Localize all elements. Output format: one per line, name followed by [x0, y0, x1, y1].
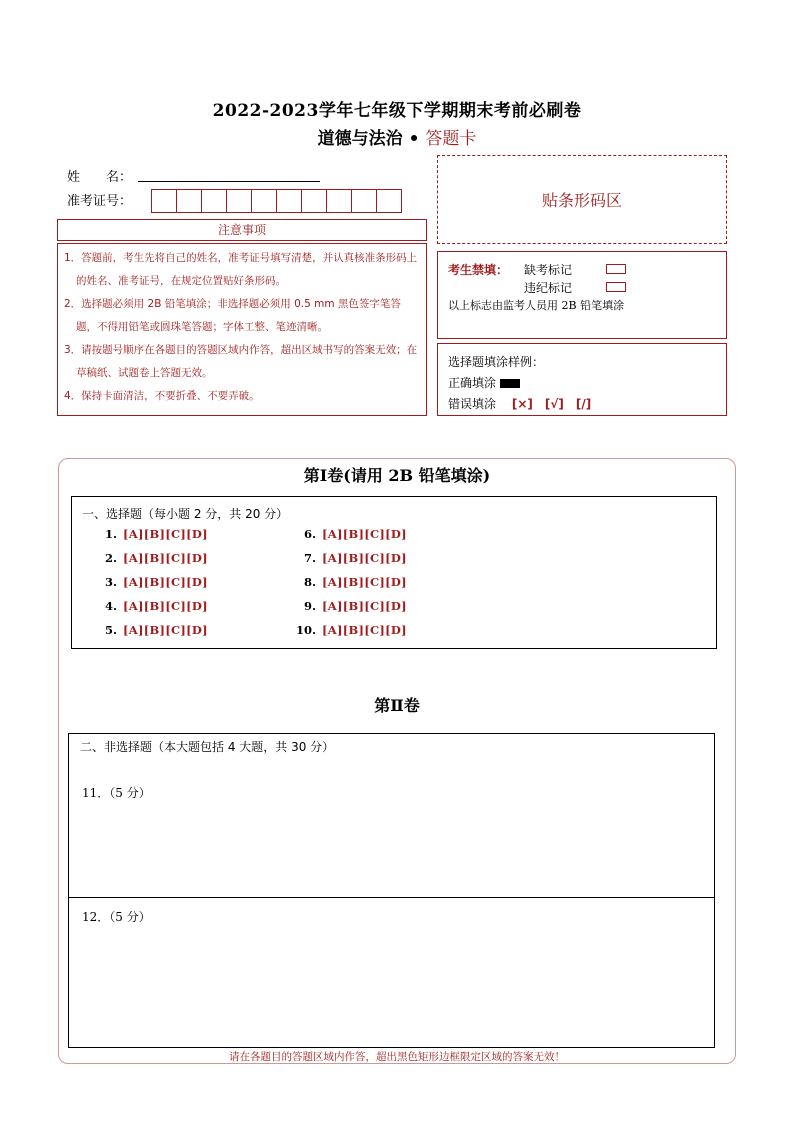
question-11-label: 11．（5 分） — [82, 786, 151, 800]
mcq-row — [296, 527, 407, 541]
question-number: 4. — [104, 599, 117, 613]
question-number: 1. — [104, 527, 117, 541]
free-response-section-title: 二、非选择题（本大题包括 4 大题，共 30 分） — [80, 740, 335, 754]
question-number: 7. — [303, 551, 316, 565]
question-number: 6. — [303, 527, 316, 541]
id-digit-box[interactable] — [351, 189, 377, 213]
name-label: 姓 名： — [67, 170, 133, 185]
mcq-row — [97, 623, 208, 637]
answer-options[interactable]: [A][B][C][D] — [322, 623, 407, 637]
id-digit-box[interactable] — [201, 189, 227, 213]
answer-options[interactable]: [A][B][C][D] — [123, 623, 208, 637]
answer-options[interactable]: [A][B][C][D] — [123, 527, 208, 541]
question-number: 9. — [303, 599, 316, 613]
id-digit-box[interactable] — [376, 189, 402, 213]
answer-options[interactable]: [A][B][C][D] — [322, 599, 407, 613]
mcq-row — [296, 575, 407, 589]
notice-item: 1．答题前，考生先将自己的姓名，准考证号填写清楚，并认真核准条形码上的姓名、准考证号，在规定位置贴好条形码。 — [64, 252, 418, 287]
part2-title: 第Ⅱ卷 — [374, 696, 420, 715]
barcode-label: 贴条形码区 — [541, 191, 622, 210]
answer-options[interactable]: [A][B][C][D] — [322, 527, 407, 541]
mcq-row — [97, 599, 208, 613]
notice-heading: 注意事项 — [57, 219, 427, 241]
mcq-section-title: 一、选择题（每小题 2 分，共 20 分） — [82, 507, 289, 521]
violation-mark-box[interactable] — [606, 282, 626, 292]
id-digit-box[interactable] — [301, 189, 327, 213]
correct-text: 正确填涂 — [448, 376, 497, 390]
absent-label: 缺考标记 — [524, 263, 573, 277]
fill-sample-box — [437, 343, 727, 416]
answer-options[interactable]: [A][B][C][D] — [322, 551, 407, 565]
question-number: 8. — [303, 575, 316, 589]
notice-item: 2．选择题必须用 2B 铅笔填涂；非选择题必须用 0.5 mm 黑色签字笔答题，不得用铅笔或圆珠笔答题；字体工整、笔迹清晰。 — [64, 298, 401, 333]
id-digit-box[interactable] — [226, 189, 252, 213]
id-digit-box[interactable] — [151, 189, 177, 213]
answer-options[interactable]: [A][B][C][D] — [322, 575, 407, 589]
sheet-subtitle — [0, 124, 794, 149]
wrong-label — [448, 395, 591, 412]
barcode-area — [437, 155, 727, 244]
title-dot: • — [408, 129, 420, 149]
wrong-marks: [×] [√] [/] — [511, 397, 592, 411]
wrong-text: 错误填涂 — [448, 397, 497, 411]
ban-note: 以上标志由监考人员用 2B 铅笔填涂 — [448, 299, 625, 312]
mcq-row — [97, 575, 208, 589]
question-number: 5. — [104, 623, 117, 637]
answer-options[interactable]: [A][B][C][D] — [123, 575, 208, 589]
question-12-label: 12．（5 分） — [82, 910, 151, 924]
ban-label: 考生禁填： — [448, 263, 509, 277]
footer-warning: 请在各题目的答题区域内作答，超出黑色矩形边框限定区域的答案无效！ — [229, 1051, 565, 1063]
absent-mark-box[interactable] — [606, 264, 626, 274]
violation-label: 违纪标记 — [524, 281, 573, 295]
question-number: 3. — [104, 575, 117, 589]
sheet-title: 2022-2023学年七年级下学期期末考前必刷卷 — [212, 101, 582, 121]
mcq-row — [97, 551, 208, 565]
subject-label: 道德与法治 — [317, 129, 403, 149]
free-response-box[interactable] — [68, 733, 715, 1048]
name-field[interactable] — [138, 180, 320, 182]
id-digit-box[interactable] — [251, 189, 277, 213]
mcq-row — [97, 527, 208, 541]
id-digit-box[interactable] — [176, 189, 202, 213]
notice-item: 4．保持卡面清洁，不要折叠、不要弄破。 — [64, 390, 260, 402]
answer-options[interactable]: [A][B][C][D] — [123, 551, 208, 565]
mcq-row — [296, 623, 407, 637]
id-boxes[interactable] — [151, 189, 401, 213]
mcq-row — [296, 599, 407, 613]
filled-box-icon — [500, 379, 520, 388]
answer-card-label: 答题卡 — [425, 129, 477, 149]
mcq-row — [296, 551, 407, 565]
correct-label — [448, 374, 520, 391]
id-digit-box[interactable] — [326, 189, 352, 213]
answer-options[interactable]: [A][B][C][D] — [123, 599, 208, 613]
part1-title: 第Ⅰ卷(请用 2B 铅笔填涂) — [303, 466, 491, 485]
id-digit-box[interactable] — [276, 189, 302, 213]
question-number: 2. — [104, 551, 117, 565]
notice-item: 3．请按题号顺序在各题目的答题区域内作答，超出区域书写的答案无效；在草稿纸、试题卷上答题无效。 — [64, 344, 418, 379]
id-label: 准考证号： — [67, 194, 133, 209]
notice-box — [57, 243, 427, 416]
question-divider — [68, 897, 715, 898]
proctor-box — [437, 251, 727, 339]
sample-title: 选择题填涂样例： — [448, 355, 545, 369]
question-number: 10. — [296, 623, 317, 637]
